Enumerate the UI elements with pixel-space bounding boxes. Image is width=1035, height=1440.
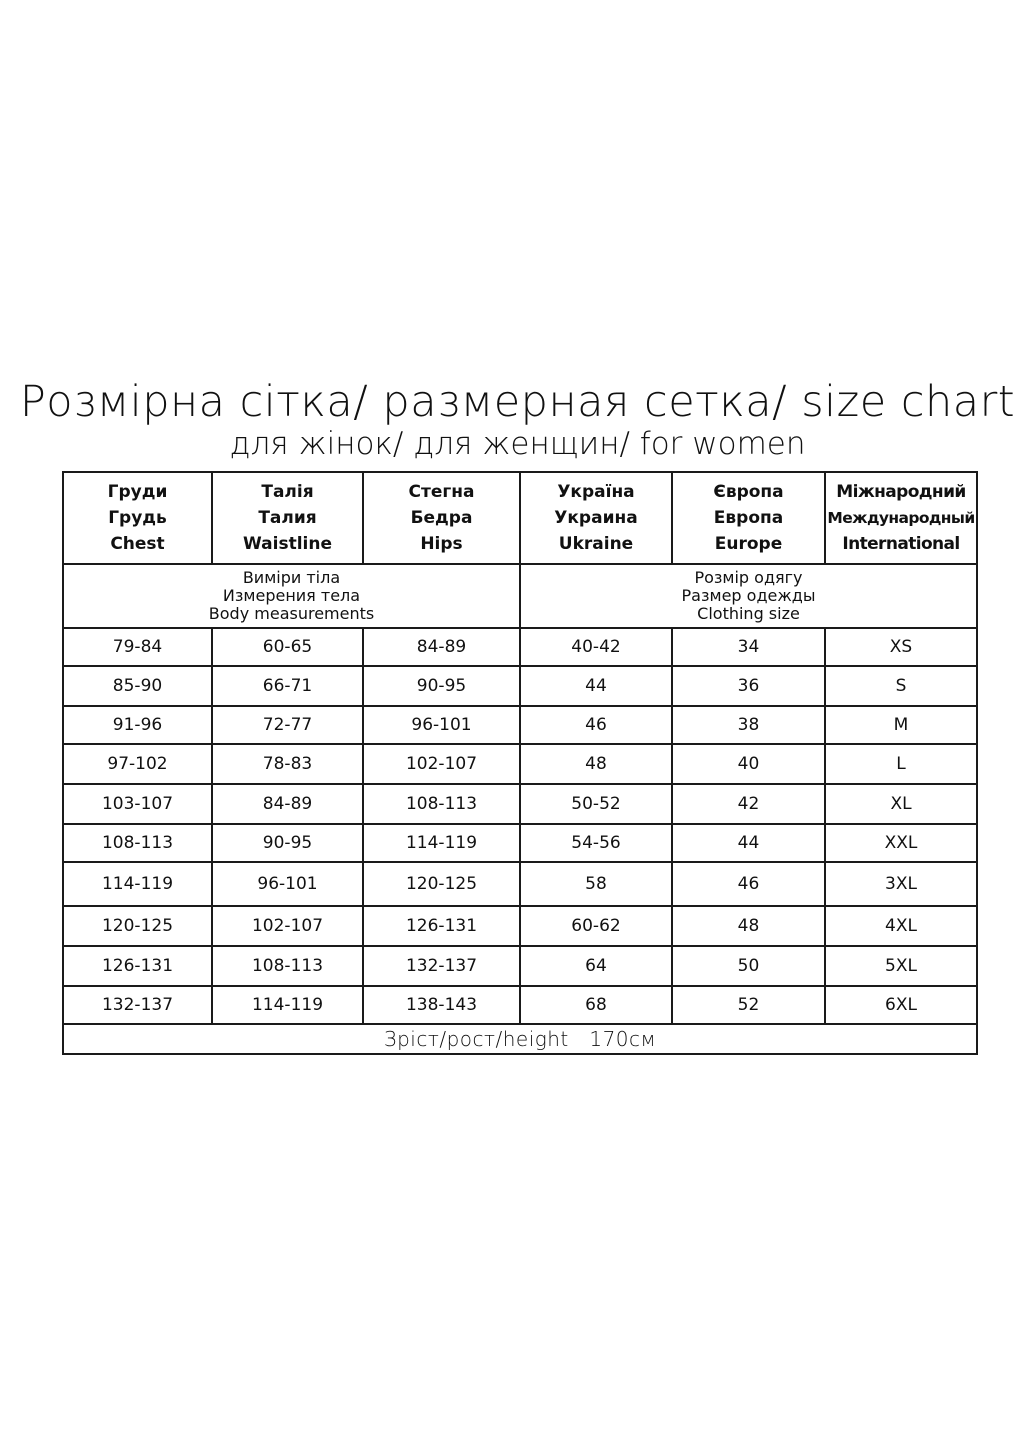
cell-international: XL: [825, 784, 977, 824]
table-row: [63, 706, 977, 744]
cell-international: 6XL: [825, 986, 977, 1024]
header-hips: [363, 472, 520, 564]
cell-waist: 60-65: [212, 628, 363, 666]
table-row: [63, 862, 977, 906]
cell-international: S: [825, 666, 977, 706]
cell-europe: 48: [672, 906, 825, 946]
header-label: Ukraine: [558, 534, 634, 554]
header-label: Європа: [713, 482, 784, 502]
cell-international: XS: [825, 628, 977, 666]
table-row: [63, 824, 977, 862]
group-label: Виміри тіла: [242, 568, 341, 587]
header-ukraine: [520, 472, 672, 564]
cell-international: 5XL: [825, 946, 977, 986]
cell-international: M: [825, 706, 977, 744]
header-europe: [672, 472, 825, 564]
header-chest: [63, 472, 212, 564]
cell-international: XXL: [825, 824, 977, 862]
cell-hips: 126-131: [363, 906, 520, 946]
header-label: Міжнародний: [836, 482, 966, 502]
cell-hips: 120-125: [363, 862, 520, 906]
cell-chest: 79-84: [63, 628, 212, 666]
cell-hips: 102-107: [363, 744, 520, 784]
header-label: International: [842, 534, 960, 554]
header-label: Европа: [713, 508, 784, 528]
header-international: [825, 472, 977, 564]
group-label: Розмір одягу: [694, 568, 803, 587]
header-label: Талия: [258, 508, 317, 528]
header-label: Europe: [714, 534, 783, 554]
cell-ukraine: 46: [520, 706, 672, 744]
cell-ukraine: 58: [520, 862, 672, 906]
cell-international: 4XL: [825, 906, 977, 946]
footer-row: [63, 1024, 977, 1054]
cell-chest: 132-137: [63, 986, 212, 1024]
header-label: Hips: [420, 534, 463, 554]
header-label: Chest: [110, 534, 165, 554]
cell-chest: 103-107: [63, 784, 212, 824]
cell-waist: 96-101: [212, 862, 363, 906]
group-clothing-size: [520, 564, 977, 628]
cell-hips: 138-143: [363, 986, 520, 1024]
cell-chest: 108-113: [63, 824, 212, 862]
cell-chest: 85-90: [63, 666, 212, 706]
cell-ukraine: 60-62: [520, 906, 672, 946]
cell-europe: 42: [672, 784, 825, 824]
cell-international: L: [825, 744, 977, 784]
table-row: [63, 986, 977, 1024]
cell-hips: 90-95: [363, 666, 520, 706]
cell-europe: 36: [672, 666, 825, 706]
page-subtitle: для жінок/ для женщин/ for women: [229, 426, 806, 462]
header-label: Грудь: [108, 508, 167, 528]
cell-europe: 46: [672, 862, 825, 906]
header-label: Бедра: [410, 508, 473, 528]
cell-hips: 84-89: [363, 628, 520, 666]
cell-waist: 84-89: [212, 784, 363, 824]
cell-waist: 114-119: [212, 986, 363, 1024]
cell-chest: 126-131: [63, 946, 212, 986]
group-row: [63, 564, 977, 628]
header-label: Стегна: [408, 482, 475, 502]
cell-international: 3XL: [825, 862, 977, 906]
table-row: [63, 744, 977, 784]
cell-waist: 66-71: [212, 666, 363, 706]
table-row: [63, 906, 977, 946]
table-row: [63, 666, 977, 706]
cell-europe: 40: [672, 744, 825, 784]
cell-hips: 114-119: [363, 824, 520, 862]
header-label: Международный: [827, 509, 975, 527]
cell-europe: 52: [672, 986, 825, 1024]
cell-hips: 96-101: [363, 706, 520, 744]
cell-ukraine: 40-42: [520, 628, 672, 666]
cell-waist: 78-83: [212, 744, 363, 784]
height-note: Зріст/рост/height 170см: [63, 1024, 977, 1054]
group-label: Измерения тела: [222, 586, 361, 605]
cell-ukraine: 50-52: [520, 784, 672, 824]
cell-europe: 38: [672, 706, 825, 744]
table-row: [63, 784, 977, 824]
cell-europe: 50: [672, 946, 825, 986]
cell-waist: 90-95: [212, 824, 363, 862]
cell-ukraine: 68: [520, 986, 672, 1024]
cell-ukraine: 44: [520, 666, 672, 706]
cell-hips: 108-113: [363, 784, 520, 824]
cell-ukraine: 64: [520, 946, 672, 986]
group-label: Body measurements: [208, 604, 375, 623]
cell-chest: 91-96: [63, 706, 212, 744]
group-label: Clothing size: [697, 604, 800, 623]
header-label: Waistline: [243, 534, 332, 554]
cell-chest: 97-102: [63, 744, 212, 784]
cell-chest: 120-125: [63, 906, 212, 946]
cell-ukraine: 54-56: [520, 824, 672, 862]
group-label: Размер одежды: [681, 586, 816, 605]
cell-chest: 114-119: [63, 862, 212, 906]
cell-hips: 132-137: [363, 946, 520, 986]
header-label: Украина: [554, 508, 638, 528]
cell-waist: 108-113: [212, 946, 363, 986]
cell-europe: 44: [672, 824, 825, 862]
page-title: Розмірна сітка/ размерная сетка/ size chart: [19, 377, 1016, 427]
cell-waist: 102-107: [212, 906, 363, 946]
cell-ukraine: 48: [520, 744, 672, 784]
header-label: Україна: [557, 482, 635, 502]
header-label: Груди: [107, 482, 168, 502]
group-body-measurements: [63, 564, 520, 628]
header-label: Талія: [261, 482, 314, 502]
header-waist: [212, 472, 363, 564]
cell-waist: 72-77: [212, 706, 363, 744]
header-row: [63, 472, 977, 564]
table-row: [63, 628, 977, 666]
cell-europe: 34: [672, 628, 825, 666]
table-row: [63, 946, 977, 986]
size-chart-table: [62, 471, 978, 1055]
